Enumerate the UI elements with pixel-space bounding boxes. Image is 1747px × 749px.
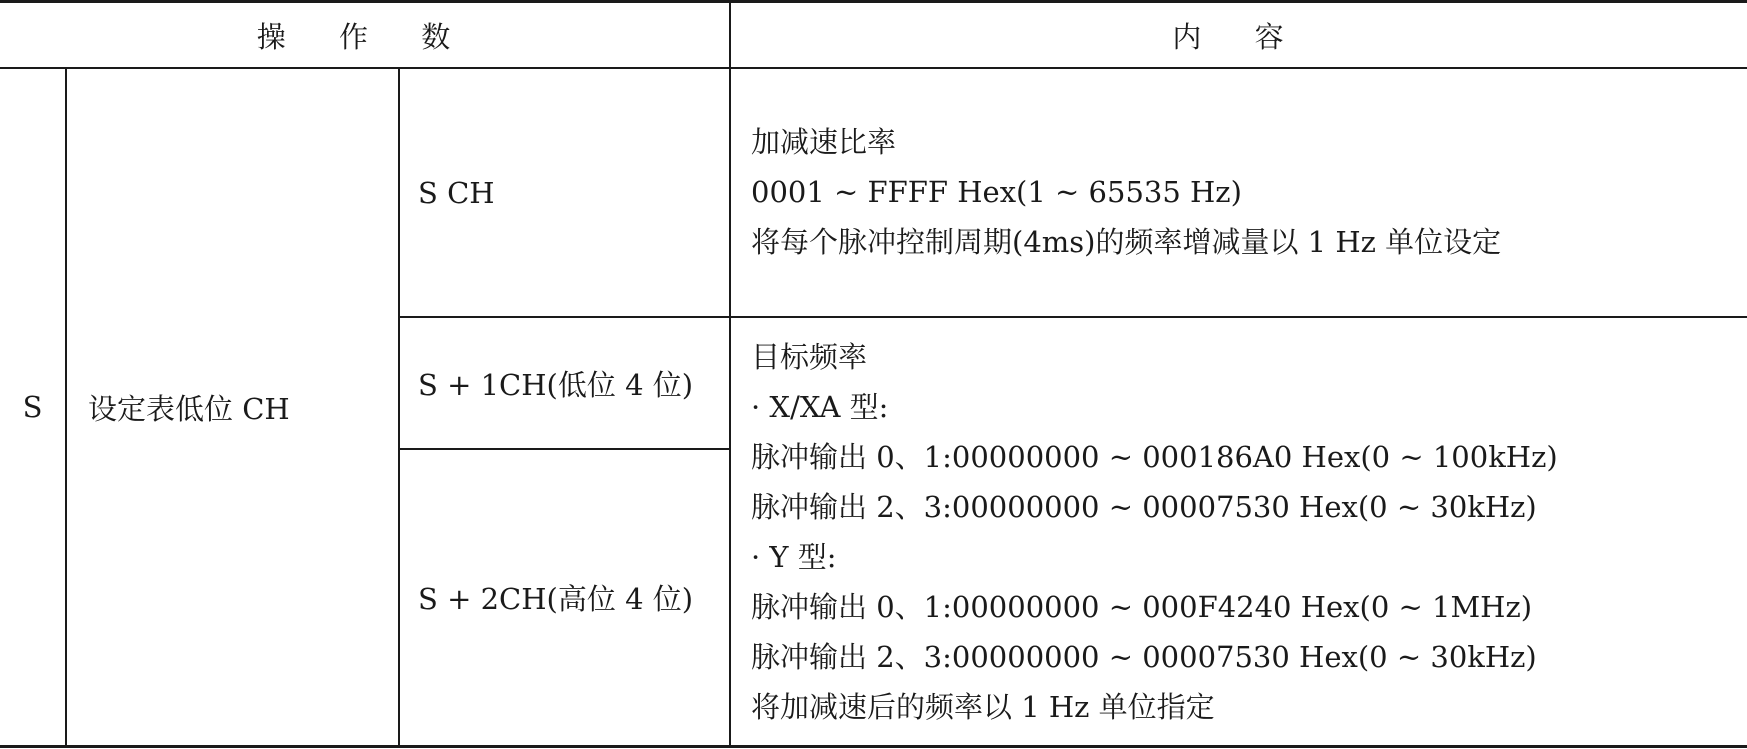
sub23-content bbox=[751, 332, 1558, 732]
content-line: · X/XA 型: bbox=[751, 390, 889, 424]
header-content: 内 容 bbox=[1172, 19, 1306, 54]
table-bottom-rule bbox=[0, 745, 1747, 748]
content-line: · Y 型: bbox=[751, 540, 837, 574]
content-line: 0001 ~ FFFF Hex(1 ~ 65535 Hz) bbox=[751, 175, 1242, 209]
col-divider-operand bbox=[65, 67, 67, 747]
content-line: 将每个脉冲控制周期(4ms)的频率增减量以 1 Hz 单位设定 bbox=[751, 225, 1502, 259]
sub1-label: S CH bbox=[418, 175, 495, 210]
operand-desc-cell: 设定表低位 CH bbox=[88, 391, 290, 426]
sub3-label: S + 2CH(高位 4 位) bbox=[418, 582, 694, 616]
content-line: 脉冲输出 0、1:00000000 ~ 000186A0 Hex(0 ~ 100kHz) bbox=[751, 440, 1558, 474]
content-line: 将加减速后的频率以 1 Hz 单位指定 bbox=[751, 690, 1215, 724]
content-line: 目标频率 bbox=[751, 340, 868, 374]
content-line: 加减速比率 bbox=[751, 125, 897, 159]
col-divider-desc bbox=[398, 67, 400, 747]
content-line: 脉冲输出 2、3:00000000 ~ 00007530 Hex(0 ~ 30kHz) bbox=[751, 490, 1537, 524]
sub1-content bbox=[751, 117, 1501, 267]
sub2-label: S + 1CH(低位 4 位) bbox=[418, 367, 694, 402]
content-line: 脉冲输出 0、1:00000000 ~ 000F4240 Hex(0 ~ 1MHz) bbox=[751, 590, 1533, 624]
operand-cell: S bbox=[22, 390, 43, 424]
content-line: 脉冲输出 2、3:00000000 ~ 00007530 Hex(0 ~ 30kHz) bbox=[751, 640, 1537, 674]
header-operand: 操 作 数 bbox=[256, 19, 473, 54]
col-divider-content bbox=[729, 0, 731, 747]
